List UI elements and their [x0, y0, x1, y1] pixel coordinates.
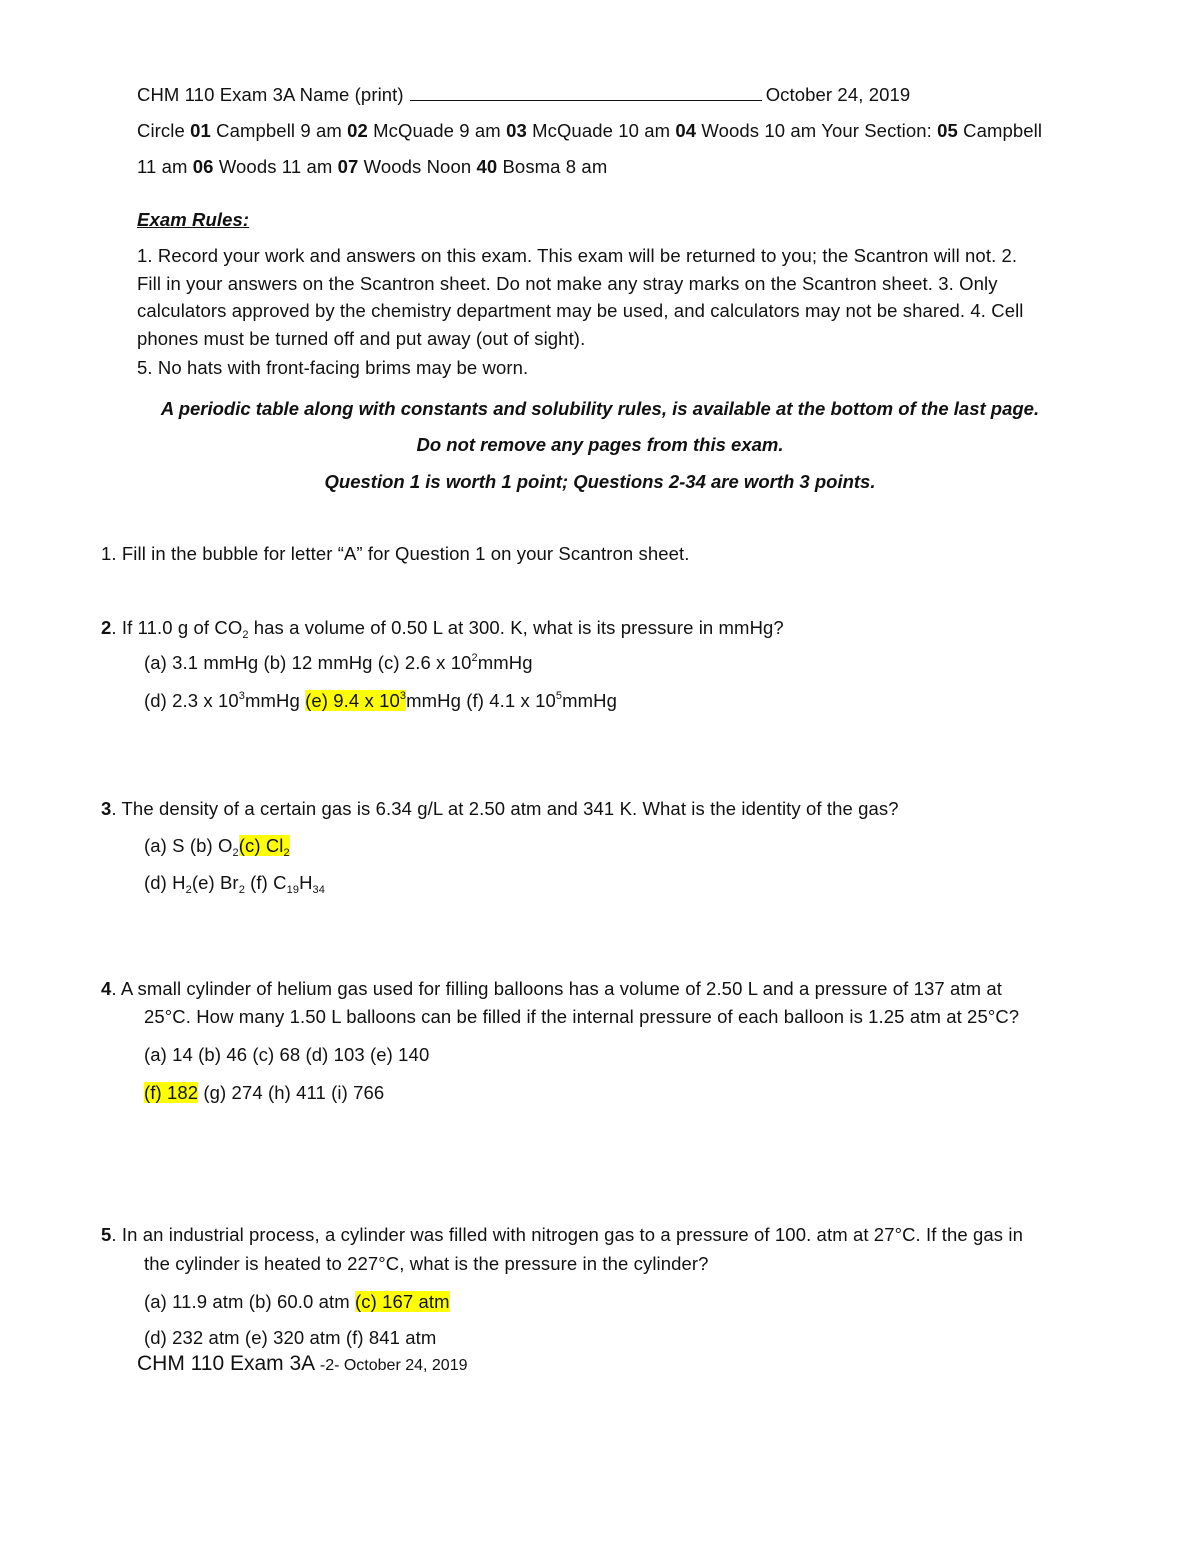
question-4-options-1: (a) 14 (b) 46 (c) 68 (d) 103 (e) 140	[144, 1044, 430, 1065]
question-text: . If 11.0 g of CO	[111, 617, 243, 638]
section-number: 04	[675, 120, 697, 141]
subscript: 2	[232, 847, 239, 859]
question-5	[101, 1223, 1023, 1247]
question-3	[101, 797, 899, 821]
section-number: 40	[476, 156, 498, 177]
option-text: (d) H	[144, 872, 186, 893]
circle-label: Circle	[137, 120, 185, 141]
option-text: (g) 274 (h) 411 (i) 766	[198, 1082, 385, 1103]
section-text: Woods Noon	[358, 156, 477, 177]
option-text: mmHg	[562, 690, 617, 711]
no-remove-note: Do not remove any pages from this exam.	[416, 434, 784, 455]
superscript: 5	[555, 690, 563, 702]
points-note: Question 1 is worth 1 point; Questions 2-34 are worth 3 points.	[324, 471, 876, 492]
rules-line: 1. Record your work and answers on this exam. This exam will be returned to you; the Scantron will not. 2.	[137, 245, 1018, 266]
question-number: 3	[101, 798, 112, 819]
section-number: 02	[347, 120, 368, 141]
question-4-options-2	[144, 1081, 384, 1105]
question-5-line-2: the cylinder is heated to 227°C, what is the pressure in the cylinder?	[144, 1253, 709, 1274]
footer-title: CHM 110 Exam 3A	[137, 1352, 320, 1375]
page-footer	[137, 1352, 468, 1376]
section-text: Woods 10 am Your Section:	[696, 120, 938, 141]
option-text: (a) S (b) O	[144, 835, 233, 856]
rules-line: phones must be turned off and put away (out of sight).	[137, 328, 586, 349]
question-text: . A small cylinder of helium gas used for filling balloons has a volume of 2.50 L and a pressure of 137 atm at	[111, 978, 1002, 999]
section-text: McQuade 10 am	[526, 120, 676, 141]
option-text: (e) Br	[191, 872, 239, 893]
section-number: 05	[937, 120, 958, 141]
exam-header-line	[137, 83, 910, 107]
question-number: 2	[101, 617, 112, 638]
section-number: 06	[192, 156, 214, 177]
rules-line: Fill in your answers on the Scantron sheet. Do not make any stray marks on the Scantron sheet. 3. Only	[137, 273, 998, 294]
subscript: 19	[286, 884, 300, 896]
question-number: 5	[101, 1224, 112, 1245]
question-4	[101, 977, 1002, 1001]
rules-line: 5. No hats with front-facing brims may be worn.	[137, 357, 529, 378]
subscript: 34	[312, 884, 325, 896]
question-5-options-1	[144, 1290, 450, 1314]
question-2-options-2	[144, 689, 617, 713]
subscript: 2	[185, 884, 192, 896]
subscript: 2	[283, 847, 290, 859]
section-text: McQuade 9 am	[367, 120, 507, 141]
question-3-options-1	[144, 834, 290, 858]
option-text: H	[299, 872, 313, 893]
option-text: (a) 11.9 atm (b) 60.0 atm	[144, 1291, 355, 1312]
option-text: (d) 2.3 x 10	[144, 690, 239, 711]
option-text: mmHg (f) 4.1 x 10	[406, 690, 556, 711]
question-3-options-2	[144, 871, 325, 895]
exam-date: October 24, 2019	[765, 84, 911, 105]
section-list-2	[137, 155, 607, 179]
rules-title: Exam Rules:	[137, 209, 250, 230]
question-2	[101, 616, 784, 640]
question-1	[101, 542, 690, 566]
option-text: (a) 3.1 mmHg (b) 12 mmHg (c) 2.6 x 10	[144, 652, 472, 673]
subscript: 2	[242, 629, 249, 641]
section-number: 07	[337, 156, 359, 177]
name-blank	[410, 83, 762, 101]
option-text: (c) Cl	[238, 835, 284, 856]
question-number: 1	[101, 543, 112, 564]
section-text: Campbell 9 am	[210, 120, 348, 141]
question-text: . Fill in the bubble for letter “A” for Question 1 on your Scantron sheet.	[111, 543, 690, 564]
section-text: Campbell	[957, 120, 1043, 141]
option-text: (f) C	[244, 872, 287, 893]
question-text: . The density of a certain gas is 6.34 g/L at 2.50 atm and 341 K. What is the identity of the gas?	[111, 798, 899, 819]
highlighted-answer: (f) 182	[144, 1082, 199, 1103]
subscript: 2	[238, 884, 245, 896]
highlighted-answer	[238, 835, 290, 859]
option-text: mmHg	[477, 652, 533, 673]
question-text: . In an industrial process, a cylinder was filled with nitrogen gas to a pressure of 100. atm at 27°C. If the gas in	[111, 1224, 1023, 1245]
section-text: Woods 11 am	[213, 156, 338, 177]
section-number: 01	[190, 120, 211, 141]
exam-title: CHM 110 Exam 3A Name (print)	[137, 84, 404, 105]
superscript: 3	[399, 690, 407, 702]
section-number: 03	[506, 120, 527, 141]
footer-page: -2- October 24, 2019	[319, 1357, 468, 1374]
periodic-table-note: A periodic table along with constants and solubility rules, is available at the bottom of the last page.	[160, 398, 1040, 419]
rules-line: calculators approved by the chemistry department may be used, and calculators may not be shared. 4. Cell	[137, 300, 1024, 321]
question-text: has a volume of 0.50 L at 300. K, what is its pressure in mmHg?	[248, 617, 784, 638]
superscript: 2	[471, 652, 478, 664]
question-2-options-1	[144, 651, 533, 675]
highlighted-answer: (c) 167 atm	[354, 1291, 450, 1312]
superscript: 3	[238, 690, 245, 702]
option-text: (e) 9.4 x 10	[305, 690, 400, 711]
section-text: Bosma 8 am	[497, 156, 608, 177]
section-text: 11 am	[137, 156, 193, 177]
question-4-line-2: 25°C. How many 1.50 L balloons can be filled if the internal pressure of each balloon is 1.25 atm at 25°C?	[144, 1006, 1020, 1027]
question-5-options-2: (d) 232 atm (e) 320 atm (f) 841 atm	[144, 1327, 437, 1348]
option-text: mmHg	[245, 690, 306, 711]
section-list	[137, 119, 1042, 143]
question-number: 4	[101, 978, 112, 999]
highlighted-answer	[305, 690, 406, 711]
